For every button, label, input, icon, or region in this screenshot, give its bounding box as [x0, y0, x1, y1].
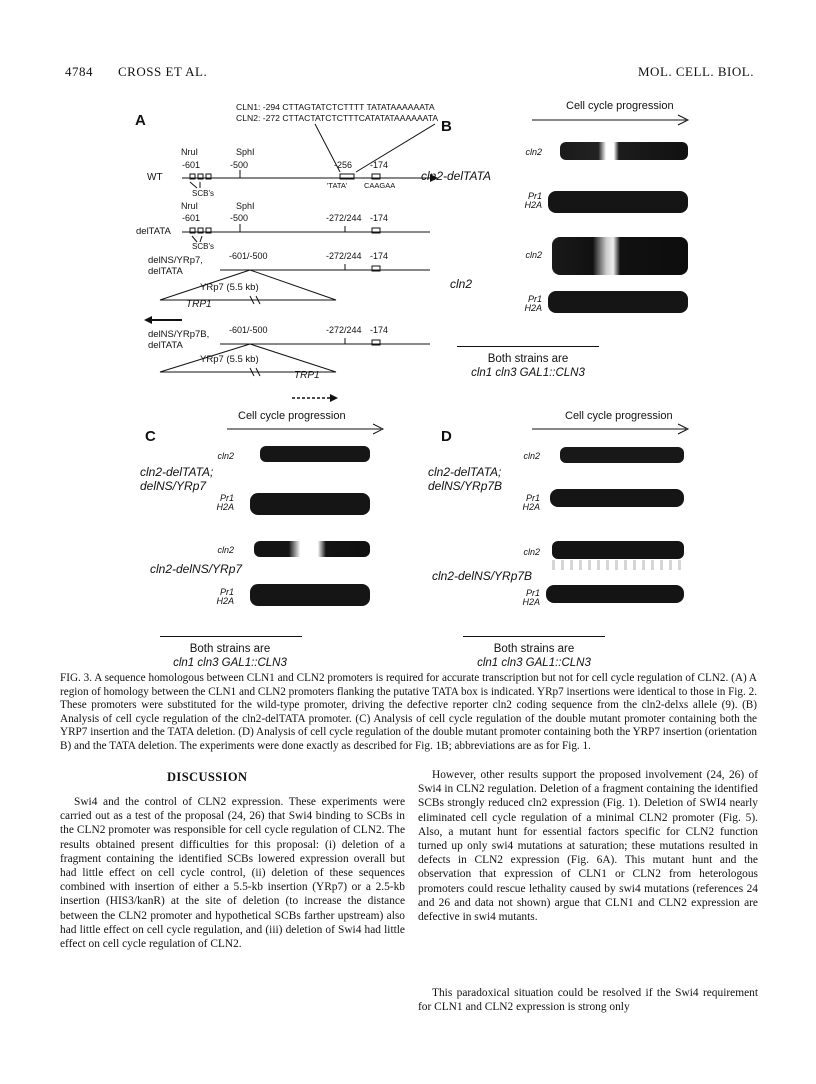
- c-lane-h2a-2: H2A: [216, 596, 234, 606]
- discussion-right-paragraph-2: This paradoxical situation could be resolved if the Swi4 requirement for CLN1 and CLN2 expression is strong only: [418, 987, 758, 1014]
- b-strain-1: cln2-delTATA: [421, 169, 492, 183]
- cln2-sequence: CLN2: -272 CTTACTATCTCTTTCATATATAAAAAATA: [236, 113, 439, 123]
- panel-c-progression: Cell cycle progression: [238, 410, 346, 422]
- pos-601-500-label: -601/-500: [229, 251, 268, 261]
- panel-d-progression-arrow: [532, 422, 692, 436]
- trp1-right-arrow-icon: [330, 394, 338, 402]
- trp1-left-arrow-icon: [144, 316, 152, 324]
- pos-272-244-label-3: -272/244: [326, 325, 362, 335]
- b-both-strains: Both strains are: [487, 353, 569, 365]
- d-blot-smear: [552, 560, 684, 570]
- page-number: 4784: [65, 64, 93, 79]
- pos-174-label-3: -174: [370, 251, 389, 261]
- b-divider: [457, 346, 599, 347]
- journal-name: MOL. CELL. BIOL.: [638, 64, 754, 79]
- b-genotype: cln1 cln3 GAL1::CLN3: [471, 367, 585, 379]
- pos-272-244-label: -272/244: [326, 213, 362, 223]
- d-lane-pr1-1: Pr1: [525, 493, 540, 503]
- d-both-strains: Both strains are: [493, 643, 575, 655]
- discussion-right-paragraph-1: However, other results support the proposed involvement (24, 26) of Swi4 in CLN2 regulation. Deletion of a fragment containing the identified SCBs strongly reduced cln2 expression (Fig. 1). Deletion of SWI4 nearly eliminated cell cycle regulation of a minimal CLN2 promoter (Fig. 5). Also, a mutant hunt for essential factors specific for CLN2 function turned up only swi4 mutations at saturation; these mutations resulted in defects in CLN2 expression (Fig. 6A). This mutant hunt and the observation that expression of CLN1 or CLN2 from heterologous promoters could rescue lethality caused by swi4 mutations (references 24 and 26 and data not shown) argue that CLN1 and CLN2 expression are defective in swi4 mutants.: [418, 769, 758, 924]
- c-divider: [160, 636, 302, 637]
- homology-line-right: [356, 124, 435, 172]
- c-lane-cln2-2: cln2: [217, 545, 234, 555]
- c-lane-pr1-1: Pr1: [219, 493, 234, 503]
- c-strain-1a: cln2-delTATA;: [140, 465, 214, 479]
- pos-601-label-2: -601: [182, 213, 201, 223]
- d-strain-1b: delNS/YRp7B: [428, 479, 503, 493]
- c-blot-cln2-2: [254, 541, 370, 557]
- d-blot-cln2-1: [560, 447, 684, 463]
- d-lane-cln2-1: cln2: [523, 451, 540, 461]
- c-both-strains: Both strains are: [189, 643, 271, 655]
- d-divider: [463, 636, 605, 637]
- d-lane-h2a-2: H2A: [522, 597, 540, 607]
- wt-label: WT: [147, 172, 163, 183]
- deltata-label-2: delTATA: [148, 266, 183, 277]
- panel-c-label: C: [145, 428, 156, 445]
- d-lane-cln2-2: cln2: [523, 547, 540, 557]
- discussion-left-paragraph: Swi4 and the control of CLN2 expression. These experiments were carried out as a test of the proposal (24, 26) that Swi4 binding to SCBs in the CLN2 promoter was responsible for cell cycle regulation of CLN2. The results obtained present difficulties for this proposal: (i) deletion of a fragment containing the identified SCBs lowered expression overall but had little effect on cell cycle control, (ii) deletion of these sequences combined with insertion of either a 5.5-kb insertion (YRp7) or a 2.5-kb insertion (HIS3/kanR) at the site of deletion (to increase the distance between the CLN2 promoter and hypothetical SCBs farther upstream) also had little effect on cell cycle regulation, and (iii) deletion of Swi4 had little effect on cell cycle regulation of CLN2.: [60, 796, 405, 951]
- c-blot-pr1-2: [250, 584, 370, 606]
- yrp7b-size-label: YRp7 (5.5 kb): [200, 354, 259, 365]
- discussion-heading: DISCUSSION: [167, 770, 248, 784]
- d-blot-cln2-2: [552, 541, 684, 559]
- nrui-label: NruI: [181, 147, 199, 157]
- delns-yrp7b-label: delNS/YRp7B,: [148, 329, 210, 340]
- d-strain-1a: cln2-delTATA;: [428, 465, 502, 479]
- pos-174-label: -174: [370, 160, 389, 170]
- d-lane-h2a-1: H2A: [522, 502, 540, 512]
- trp1-label: TRP1: [186, 299, 212, 310]
- scbs-label-2: SCB's: [192, 242, 214, 251]
- panel-a-label: A: [135, 112, 146, 129]
- deltata-label-3: delTATA: [148, 340, 183, 351]
- b-strain-2: cln2: [450, 277, 473, 291]
- running-authors: CROSS ET AL.: [118, 64, 208, 79]
- b-lane-pr1-1: Pr1: [527, 191, 542, 201]
- deltata-label: delTATA: [136, 226, 171, 237]
- b-blot-cln2-2: [552, 237, 688, 275]
- d-blot-pr1-1: [550, 489, 684, 507]
- panel-b-label: B: [441, 118, 452, 135]
- figure-caption: FIG. 3. A sequence homologous between CLN1 and CLN2 promoters is required for accurate transcription but not for cell cycle regulation of CLN2. (A) A region of homology between the CLN1 and CLN2 promoters flanking the putative TATA box is indicated. YRp7 insertions were identical to those in Fig. 2. These promoters were substituted for the wild-type promoter, driving the defective reporter cln2 coding sequence from the cln2-delxs allele (9). (B) Analysis of cell cycle regulation of the cln2-delTATA promoter. (C) Analysis of cell cycle regulation of the double mutant promoter containing both the YRP7 insertion and the TATA deletion. (D) Analysis of cell cycle regulation of the double mutant promoter containing both the YRP7 insertion (orientation B) and the TATA deletion. The experiments were done exactly as described for Fig. 1B; abbreviations are as for Fig. 1.: [60, 672, 757, 752]
- sphi-label: SphI: [236, 147, 255, 157]
- pos-500-label: -500: [230, 160, 249, 170]
- b-lane-h2a-1: H2A: [524, 200, 542, 210]
- b-blot-cln2-1: [560, 142, 688, 160]
- panel-c-progression-arrow: [227, 422, 387, 436]
- panel-d-label: D: [441, 428, 452, 445]
- b-lane-cln2-2: cln2: [525, 250, 542, 260]
- pos-272-244-label-2: -272/244: [326, 251, 362, 261]
- c-strain-2: cln2-delNS/YRp7: [150, 562, 243, 576]
- trp1-b-label: TRP1: [294, 370, 320, 381]
- panel-d-progression: Cell cycle progression: [565, 410, 673, 422]
- panel-b-progression-arrow: [532, 113, 692, 127]
- pos-256-label: -256: [334, 160, 353, 170]
- pos-174-label-4: -174: [370, 325, 389, 335]
- b-lane-h2a-2: H2A: [524, 303, 542, 313]
- cln1-sequence: CLN1: -294 CTTAGTATCTCTTTT TATATAAAAAATA: [236, 102, 435, 112]
- b-lane-pr1-2: Pr1: [527, 294, 542, 304]
- pos-500-label-2: -500: [230, 213, 249, 223]
- panel-b-progression: Cell cycle progression: [566, 100, 674, 112]
- d-genotype: cln1 cln3 GAL1::CLN3: [477, 657, 591, 669]
- d-strain-2: cln2-delNS/YRp7B: [432, 569, 533, 583]
- sphi-label-2: SphI: [236, 201, 255, 211]
- pos-601-500-label-2: -601/-500: [229, 325, 268, 335]
- c-lane-h2a-1: H2A: [216, 502, 234, 512]
- scbs-label: SCB's: [192, 189, 214, 198]
- c-lane-pr1-2: Pr1: [219, 587, 234, 597]
- nrui-label-2: NruI: [181, 201, 199, 211]
- delns-yrp7-label: delNS/YRp7,: [148, 255, 203, 266]
- c-blot-cln2-1: [260, 446, 370, 462]
- c-genotype: cln1 cln3 GAL1::CLN3: [173, 657, 287, 669]
- tata-label: 'TATA': [327, 181, 348, 190]
- c-blot-pr1-1: [250, 493, 370, 515]
- b-blot-pr1-2: [548, 291, 688, 313]
- b-lane-cln2-1: cln2: [525, 147, 542, 157]
- scb-pointer-1: [190, 182, 197, 188]
- pos-601-label: -601: [182, 160, 201, 170]
- d-blot-pr1-2: [546, 585, 684, 603]
- yrp7-size-label: YRp7 (5.5 kb): [200, 282, 259, 293]
- d-lane-pr1-2: Pr1: [525, 588, 540, 598]
- pos-174-label-2: -174: [370, 213, 389, 223]
- caagaa-label: CAAGAA: [364, 181, 396, 190]
- b-blot-pr1-1: [548, 191, 688, 213]
- c-lane-cln2-1: cln2: [217, 451, 234, 461]
- c-strain-1b: delNS/YRp7: [140, 479, 207, 493]
